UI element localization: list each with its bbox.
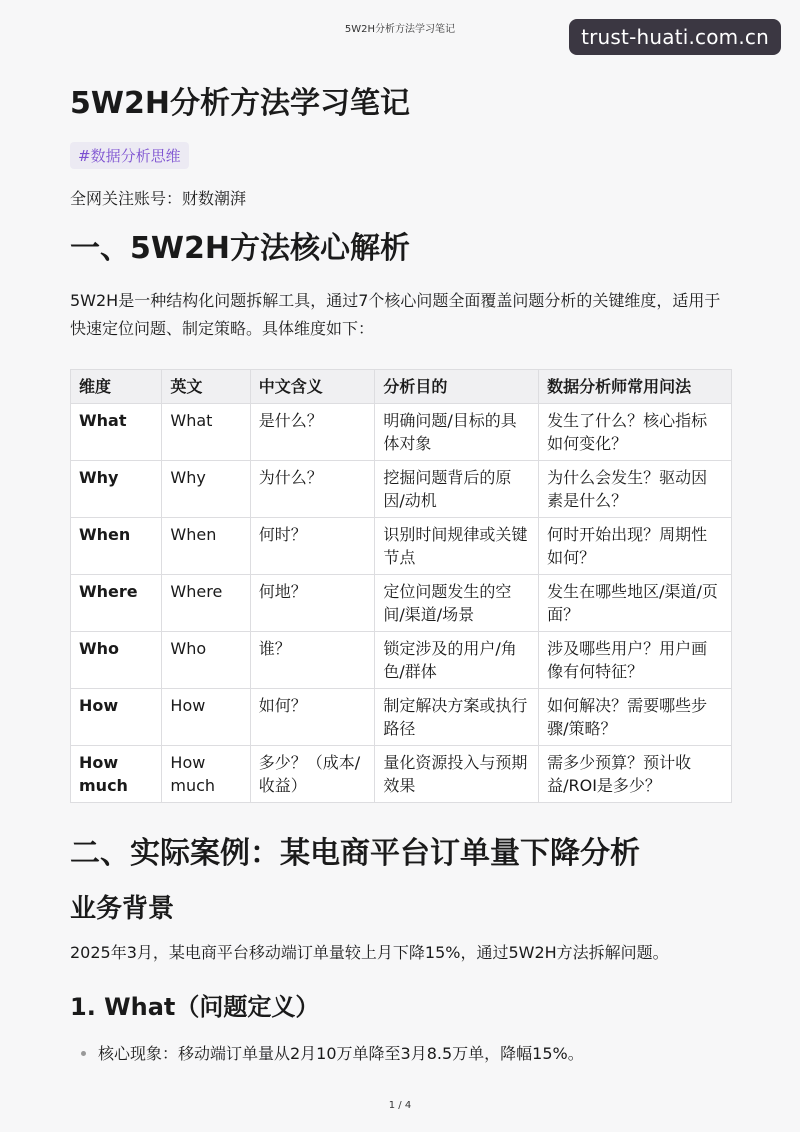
business-background-text: 2025年3月，某电商平台移动端订单量较上月下降15%，通过5W2H方法拆解问题。 (70, 943, 669, 962)
table-row (71, 461, 732, 518)
watermark-badge: trust-huati.com.cn (569, 19, 781, 55)
document-body (70, 82, 732, 1067)
table-cell: Where (162, 575, 250, 632)
table-row (71, 632, 732, 689)
section-1-intro: 5W2H是一种结构化问题拆解工具，通过7个核心问题全面覆盖问题分析的关键维度，适用于快速定位问题、制定策略。具体维度如下： (70, 291, 721, 338)
table-header-cell: 分析目的 (375, 370, 539, 404)
table-cell: When (162, 518, 250, 575)
table-cell: 需多少预算？预计收益/ROI是多少？ (539, 746, 732, 803)
list-item: • 核心现象：移动端订单量从2月10万单降至3月8.5万单，降幅15%。 (98, 1041, 732, 1067)
page-number: 1 / 4 (388, 1100, 412, 1111)
table-header-cell: 维度 (71, 370, 162, 404)
dimensions-table (70, 369, 732, 803)
table-cell: How (162, 689, 250, 746)
table-cell: 量化资源投入与预期效果 (375, 746, 539, 803)
section-2-heading: 二、实际案例：某电商平台订单量下降分析 (70, 836, 640, 871)
page-header: 5W2H分析方法学习笔记 (344, 24, 456, 35)
table-row (71, 404, 732, 461)
table-cell: How much (162, 746, 250, 803)
document-title: 5W2H分析方法学习笔记 (70, 86, 410, 121)
table-row (71, 518, 732, 575)
table-row (71, 575, 732, 632)
table-cell: 发生了什么？核心指标如何变化？ (539, 404, 732, 461)
table-cell: 何地？ (250, 575, 375, 632)
table-cell: Why (162, 461, 250, 518)
table-cell: Who (71, 632, 162, 689)
table-cell: 制定解决方案或执行路径 (375, 689, 539, 746)
business-background-heading: 业务背景 (70, 894, 175, 924)
table-cell: 多少？（成本/收益） (250, 746, 375, 803)
table-cell: Who (162, 632, 250, 689)
bullet-list (70, 1041, 732, 1067)
table-cell: 为什么会发生？驱动因素是什么？ (539, 461, 732, 518)
table-cell: 是什么？ (250, 404, 375, 461)
table-cell: Where (71, 575, 162, 632)
table-body (71, 404, 732, 803)
table-header-cell: 英文 (162, 370, 250, 404)
table-cell: How much (71, 746, 162, 803)
table-cell: 发生在哪些地区/渠道/页面？ (539, 575, 732, 632)
table-row (71, 746, 732, 803)
table-header-cell: 数据分析师常用问法 (539, 370, 732, 404)
table-cell: 涉及哪些用户？用户画像有何特征？ (539, 632, 732, 689)
table-cell: Why (71, 461, 162, 518)
table-header-cell: 中文含义 (250, 370, 375, 404)
table-cell: 如何？ (250, 689, 375, 746)
hashtag-tag[interactable]: #数据分析思维 (70, 142, 189, 169)
table-header-row (71, 370, 732, 404)
table-cell: What (162, 404, 250, 461)
table-cell: 何时？ (250, 518, 375, 575)
table-cell: 识别时间规律或关键节点 (375, 518, 539, 575)
table-cell: 挖掘问题背后的原因/动机 (375, 461, 539, 518)
table-cell: 如何解决？需要哪些步骤/策略？ (539, 689, 732, 746)
table-cell: 为什么？ (250, 461, 375, 518)
table-cell: 锁定涉及的用户/角色/群体 (375, 632, 539, 689)
table-cell: When (71, 518, 162, 575)
table-cell: What (71, 404, 162, 461)
table-cell: 明确问题/目标的具体对象 (375, 404, 539, 461)
account-line: 全网关注账号：财数潮湃 (70, 189, 247, 208)
section-1-heading: 一、5W2H方法核心解析 (70, 231, 410, 266)
table-cell: 何时开始出现？周期性如何？ (539, 518, 732, 575)
table-cell: 谁？ (250, 632, 375, 689)
what-heading: 1. What（问题定义） (70, 993, 320, 1021)
table-cell: How (71, 689, 162, 746)
table-row (71, 689, 732, 746)
table-cell: 定位问题发生的空间/渠道/场景 (375, 575, 539, 632)
